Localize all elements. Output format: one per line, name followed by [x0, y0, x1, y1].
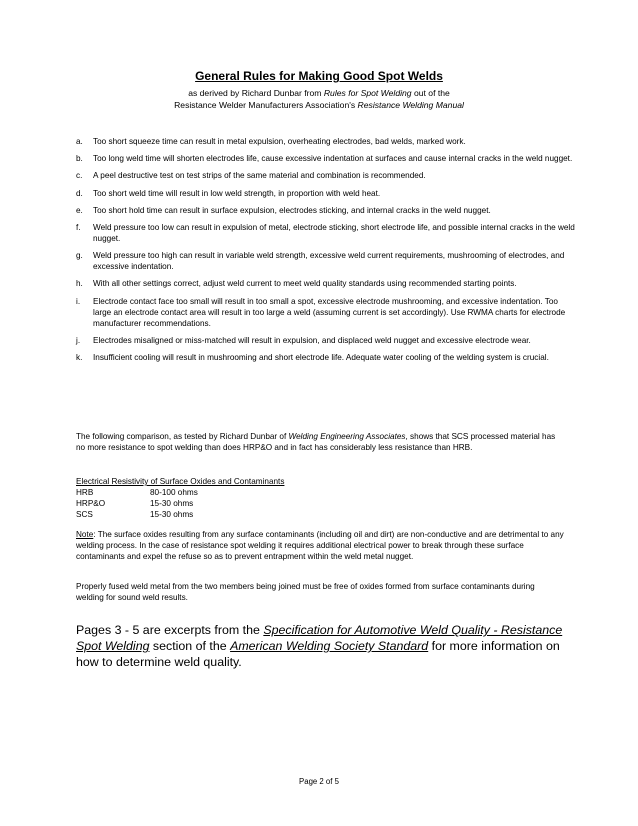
- company-name: Welding Engineering Associates: [288, 432, 406, 441]
- comparison-text: The following comparison, as tested by Richard Dunbar of: [76, 432, 289, 441]
- rule-text: Electrode contact face too small will result in too small a spot, excessive electrode mushrooming, and excessive indentation. Too large an electrode contact area will result in too large a weld (assuming current is set accordingly). Use RWMA charts for electrode manufacturer recommendations.: [93, 296, 566, 328]
- rule-text: Weld pressure too low can result in expulsion of metal, electrode sticking, short electrode life, and possible internal cracks in the weld nugget.: [93, 222, 575, 243]
- rule-item: [76, 335, 576, 346]
- rule-text: A peel destructive test on test strips of the same material and combination is recommended.: [93, 171, 426, 181]
- standard-title: American Welding Society Standard: [230, 639, 429, 653]
- rule-letter: d.: [76, 188, 83, 198]
- excerpt-paragraph: [76, 622, 576, 670]
- rule-item: [76, 170, 576, 181]
- rule-item: [76, 136, 576, 147]
- comparison-text: , shows that SCS processed material has no more resistance to spot welding than does HRP&O and in fact has considerably less resistance than HRB.: [76, 432, 556, 452]
- rule-letter: j.: [76, 335, 81, 345]
- rule-item: [76, 296, 576, 329]
- manual-title: Resistance Welding Manual: [357, 100, 464, 110]
- rule-text: With all other settings correct, adjust weld current to meet weld quality standards using recommended starting points.: [93, 279, 517, 289]
- subtitle-line-2: [0, 99, 638, 111]
- rule-letter: g.: [76, 251, 83, 261]
- page-number: Page 2 of 5: [299, 777, 339, 786]
- resistivity-table-title: Electrical Resistivity of Surface Oxides and Contaminants: [76, 477, 285, 486]
- rule-letter: b.: [76, 154, 83, 164]
- table-row: [76, 487, 198, 498]
- rule-item: [76, 205, 576, 216]
- subtitle-text: Resistance Welder Manufacturers Association's: [174, 100, 358, 110]
- spec-title: Specification for Automotive Weld Quality - Resistance Spot Welding: [76, 623, 563, 653]
- material-cell: HRP&O: [76, 499, 106, 508]
- rule-item: [76, 352, 576, 363]
- rule-text: Too short hold time can result in surface expulsion, electrodes sticking, and internal cracks in the weld nugget.: [93, 205, 491, 215]
- comparison-paragraph: [76, 431, 564, 453]
- subtitle-line-1: [0, 87, 638, 99]
- subtitle: [0, 87, 638, 111]
- excerpt-text: for more information on how to determine weld quality.: [76, 639, 560, 669]
- page-title: General Rules for Making Good Spot Welds: [195, 69, 443, 83]
- excerpt-text: section of the: [149, 639, 231, 653]
- rule-text: Too short weld time will result in low weld strength, in proportion with weld heat.: [93, 188, 381, 198]
- source-title: Rules for Spot Welding: [323, 88, 412, 98]
- value-cell: 80-100 ohms: [150, 488, 198, 497]
- rule-letter: c.: [76, 171, 83, 181]
- rule-letter: f.: [76, 222, 81, 232]
- rule-text: Electrodes misaligned or miss-matched will result in expulsion, and displaced weld nugget and excessive electrode wear.: [93, 335, 531, 345]
- note-text: : The surface oxides resulting from any surface contaminants (including oil and dirt) are non-conductive and are detrimental to any welding process. In the case of resistance spot welding it requires additional electrical power to break through these surface contaminants and expel the refuse so as to prevent entrapment within the weld metal nugget.: [76, 530, 564, 561]
- excerpt-text: Pages 3 - 5 are excerpts from the: [76, 623, 264, 637]
- subtitle-text: as derived by Richard Dunbar from: [188, 88, 324, 98]
- value-cell: 15-30 ohms: [150, 510, 194, 519]
- note-label: Note: [76, 530, 94, 539]
- rule-text: Too long weld time will shorten electrodes life, cause excessive indentation at surfaces and cause internal cracks in the weld nugget.: [93, 154, 573, 164]
- rule-letter: e.: [76, 205, 83, 215]
- rule-letter: h.: [76, 279, 83, 289]
- note-paragraph: [76, 529, 564, 562]
- rule-item: [76, 153, 576, 164]
- rule-item: [76, 250, 576, 272]
- value-cell: 15-30 ohms: [150, 499, 194, 508]
- material-cell: SCS: [76, 510, 93, 519]
- material-cell: HRB: [76, 488, 94, 497]
- resistivity-table: [76, 487, 198, 520]
- subtitle-text: out of the: [411, 88, 450, 98]
- rule-letter: k.: [76, 352, 83, 362]
- fused-weld-paragraph: Properly fused weld metal from the two members being joined must be free of oxides formed from surface contaminants during welding for sound weld results.: [76, 582, 535, 602]
- rule-text: Too short squeeze time can result in metal expulsion, overheating electrodes, bad welds, marked work.: [93, 137, 466, 146]
- rule-item: [76, 188, 576, 199]
- rule-letter: a.: [76, 137, 83, 146]
- rule-letter: i.: [76, 296, 81, 306]
- table-row: [76, 498, 198, 509]
- rules-list: [76, 136, 576, 369]
- table-row: [76, 509, 198, 520]
- rule-item: [76, 222, 576, 244]
- rule-text: Insufficient cooling will result in mushrooming and short electrode life. Adequate water cooling of the welding system is crucial.: [93, 352, 549, 362]
- rule-item: [76, 278, 576, 289]
- rule-text: Weld pressure too high can result in variable weld strength, excessive weld current requirements, mushrooming of electrodes, and excessive indentation.: [93, 251, 565, 272]
